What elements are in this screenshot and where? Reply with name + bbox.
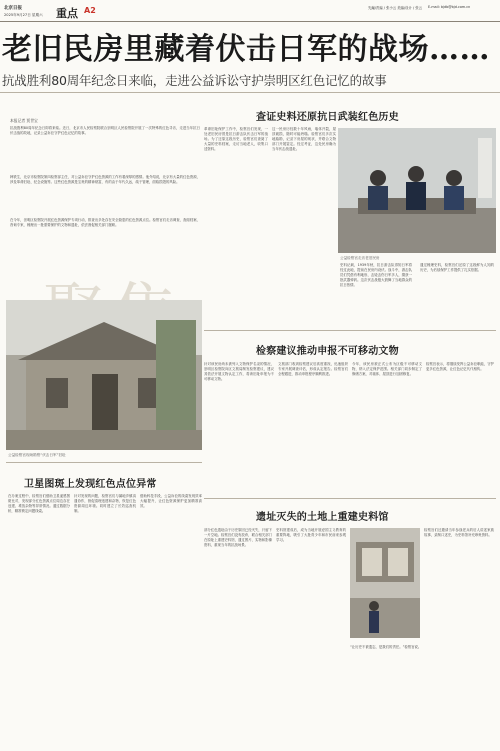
page-number: A2 bbox=[84, 6, 96, 15]
section-title-4: 遗址灭失的土地上重建史料馆 bbox=[256, 512, 389, 523]
photo-caption-left: 公益检察官现场勘察“伏击日军”旧址 bbox=[8, 453, 66, 457]
editors-line: 先編/责编 / 张小云 美编/设计 / 张云 bbox=[368, 6, 423, 10]
section2-text-a: 针对该民房尚未被列入文物保护名录的情况，崇明区检察院向区文旅局制发检察建议，建议其依法开展文物认定工作，将该旧址申报为不可移动文物。 bbox=[204, 362, 274, 382]
section1-text-c: 史料记载，1939年秋，抗日游击队得知日军将经过此地，提前在民房内设伏。战斗中，游击队员们凭借有利地形，击毙击伤日军多人，缴获一批武器弹药。这次伏击战极大鼓舞了当地群众的抗日热情。 bbox=[340, 263, 412, 288]
section2-text-c: 今年，该民房被正式公布为区级不可移动文物，纳入法定保护范围。相关部门同步制定了修缮方案，对墙体、屋顶进行加固修复。 bbox=[352, 362, 422, 377]
section1-text-d: 通过梳理史料，检察官们还原了这段鲜为人知的历史，为后续保护工作提供了扎实依据。 bbox=[420, 263, 494, 273]
section2-text-d: 检察官表示，将继续发挥公益诉讼职能，守护更多红色资源，让红色记忆代代相传。 bbox=[426, 362, 494, 372]
headline: 老旧民房里藏着伏击日军的战场…… bbox=[2, 32, 490, 67]
section4-text-a: 部分红色遗址由于历史原因已经灭失，只留下一片空地。检察官们没有放弃，联合相关部门在原址上重建史料馆，通过图片、实物和影像资料，重现当年的抗战场景。 bbox=[204, 528, 272, 548]
section3-text-a: 在办案过程中，检察官们借助卫星遥感图斑比对，发现部分红色资源点位周边存在违建、堆放杂物等异常情况。通过数据分析，精准锁定问题线索。 bbox=[8, 494, 70, 514]
section3-text-b: 针对发现的问题，检察官们与属地乡镇沟通协作，督促清理违建和杂物，恢复红色资源周边环境。同时建立了长效巡查机制。 bbox=[74, 494, 136, 514]
section1-text-b: 这一民房历经数十年风雨，墙体开裂，屋顶破损，随时可能坍塌。检察官们多次实地踏勘，记录下房屋的现状，并联合文物部门开展鉴定。经过考证，这处民房确为当年伏击战遗址。 bbox=[272, 127, 336, 152]
section4-text-c: 检察官们还邀请当年参战老兵的后人讲述家族故事，录制口述史，为史料馆补充珍贵资料。 bbox=[424, 528, 494, 538]
section-title-3: 卫星图斑上发现红色点位异常 bbox=[24, 479, 157, 490]
byline: 本报记者 贾世宝 bbox=[10, 118, 38, 123]
intro-col2: 在今年，崇明区检察院开展红色资源保护专项行动，排查出多处存在安全隐患的红色资源点位。检察官们走访调查、查阅档案、咨询专家，梳理出一批需要保护的文物和遗址，依法督促相关部门履职。 bbox=[10, 218, 200, 228]
section-label: 重点 bbox=[56, 7, 78, 20]
headline-rule bbox=[0, 92, 500, 93]
section4-text-b: 史料馆建成后，成为当地开展爱国主义教育的重要阵地，吸引了大批青少年和市民前来参观学习。 bbox=[276, 528, 346, 543]
masthead bbox=[0, 0, 500, 21]
museum-photo bbox=[350, 528, 420, 638]
section1-text-a: 革命旧址保护工作中，检察官们发现，一处老旧民房曾是抗日游击队伏击日军的战场。为了还原这段历史，检察官们查阅了大量的史料档案，走访当地老人，收集口述资料。 bbox=[204, 127, 268, 152]
intro-col1: 韩铁生，北京市检察院第四检察部主任，对公益诉讼守护红色资源的工作有着深厚的感情。他介绍说，北京有大量的红色资源，涉及革命旧址、纪念设施等。这些红色资源是宝贵的精神财富，有的由于年代久远，疏于管理，面临损毁的风险。 bbox=[10, 175, 200, 185]
paper-name: 北京日报 bbox=[4, 6, 22, 11]
intro-lead: 抗战胜利80周年纪念日即将来临。近日，北京市人民检察院联合崇明区人民检察院开展了一次特殊的红色寻访，走进当年抗日伏击战的故地，记录公益诉讼守护红色记忆的故事。 bbox=[10, 126, 200, 136]
email-line: E-mail: bjdb@bjd.com.cn bbox=[428, 5, 471, 9]
section3-text-c: 借助科技手段，公益诉讼的线索发现效率大幅提升，让红色资源保护更加精准高效。 bbox=[140, 494, 202, 509]
section4-text-d: “让历史不被遗忘，是我们的责任。”检察官说。 bbox=[350, 645, 422, 649]
masthead-rule bbox=[0, 21, 500, 22]
section-rule-1 bbox=[204, 330, 496, 331]
house-photo bbox=[6, 300, 202, 450]
issue-date: 2025年9月27日 星期六 bbox=[4, 13, 43, 17]
photo-caption-meeting: 公益检察官走访老旧民房 bbox=[340, 256, 380, 260]
section-title-1: 查证史料还原抗日武装红色历史 bbox=[256, 112, 399, 123]
subheadline: 抗战胜利80周年纪念日来临，走进公益诉讼守护崇明区红色记忆的故事 bbox=[2, 73, 387, 88]
meeting-photo bbox=[338, 128, 496, 253]
section-title-2: 检察建议推动申报不可移动文物 bbox=[256, 346, 399, 357]
section2-text-b: 文旅部门收到检察建议后高度重视，迅速组织专家开展调查评估，形成认定报告。检察官们全程跟进，推动申报程序顺利推进。 bbox=[278, 362, 348, 377]
section-rule-2 bbox=[204, 498, 496, 499]
section-rule-left bbox=[6, 462, 202, 463]
